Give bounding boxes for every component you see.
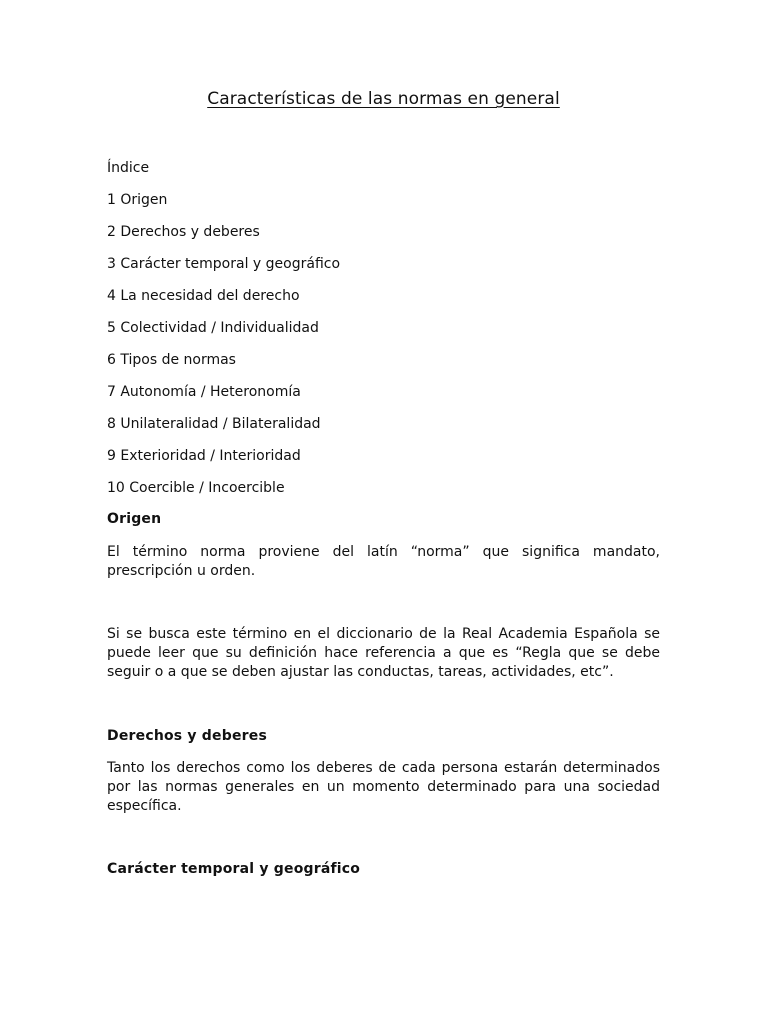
toc-item: 1 Origen	[107, 192, 168, 208]
toc-item: 7 Autonomía / Heteronomía	[107, 384, 301, 400]
paragraph-origen-1: El término norma proviene del latín “norma” que significa mandato, prescripción u orden.	[107, 544, 660, 579]
toc-item: 3 Carácter temporal y geográfico	[107, 256, 341, 272]
paragraph-origen-2: Si se busca este término en el diccionario de la Real Academia Española se puede leer que su definición hace referencia a que es “Regla que se debe seguir o a que se deben ajustar las conductas, tareas, actividades, etc”.	[107, 626, 660, 680]
toc-item: 8 Unilateralidad / Bilateralidad	[107, 416, 321, 432]
toc-item: 4 La necesidad del derecho	[107, 288, 300, 304]
paragraph-derechos-1: Tanto los derechos como los deberes de cada persona estarán determinados por las normas generales en un momento determinado para una sociedad específica.	[107, 760, 660, 814]
toc-item: 2 Derechos y deberes	[107, 224, 260, 240]
section-heading-caracter: Carácter temporal y geográfico	[107, 861, 361, 877]
toc-item: 9 Exterioridad / Interioridad	[107, 448, 301, 464]
toc-item: 5 Colectividad / Individualidad	[107, 320, 319, 336]
toc-heading: Índice	[107, 160, 150, 176]
toc-item: 6 Tipos de normas	[107, 352, 236, 368]
section-heading-origen: Origen	[107, 511, 162, 527]
document-title: Características de las normas en general	[207, 89, 560, 109]
toc-item: 10 Coercible / Incoercible	[107, 480, 285, 496]
table-of-contents	[107, 192, 340, 512]
section-heading-derechos: Derechos y deberes	[107, 728, 267, 744]
